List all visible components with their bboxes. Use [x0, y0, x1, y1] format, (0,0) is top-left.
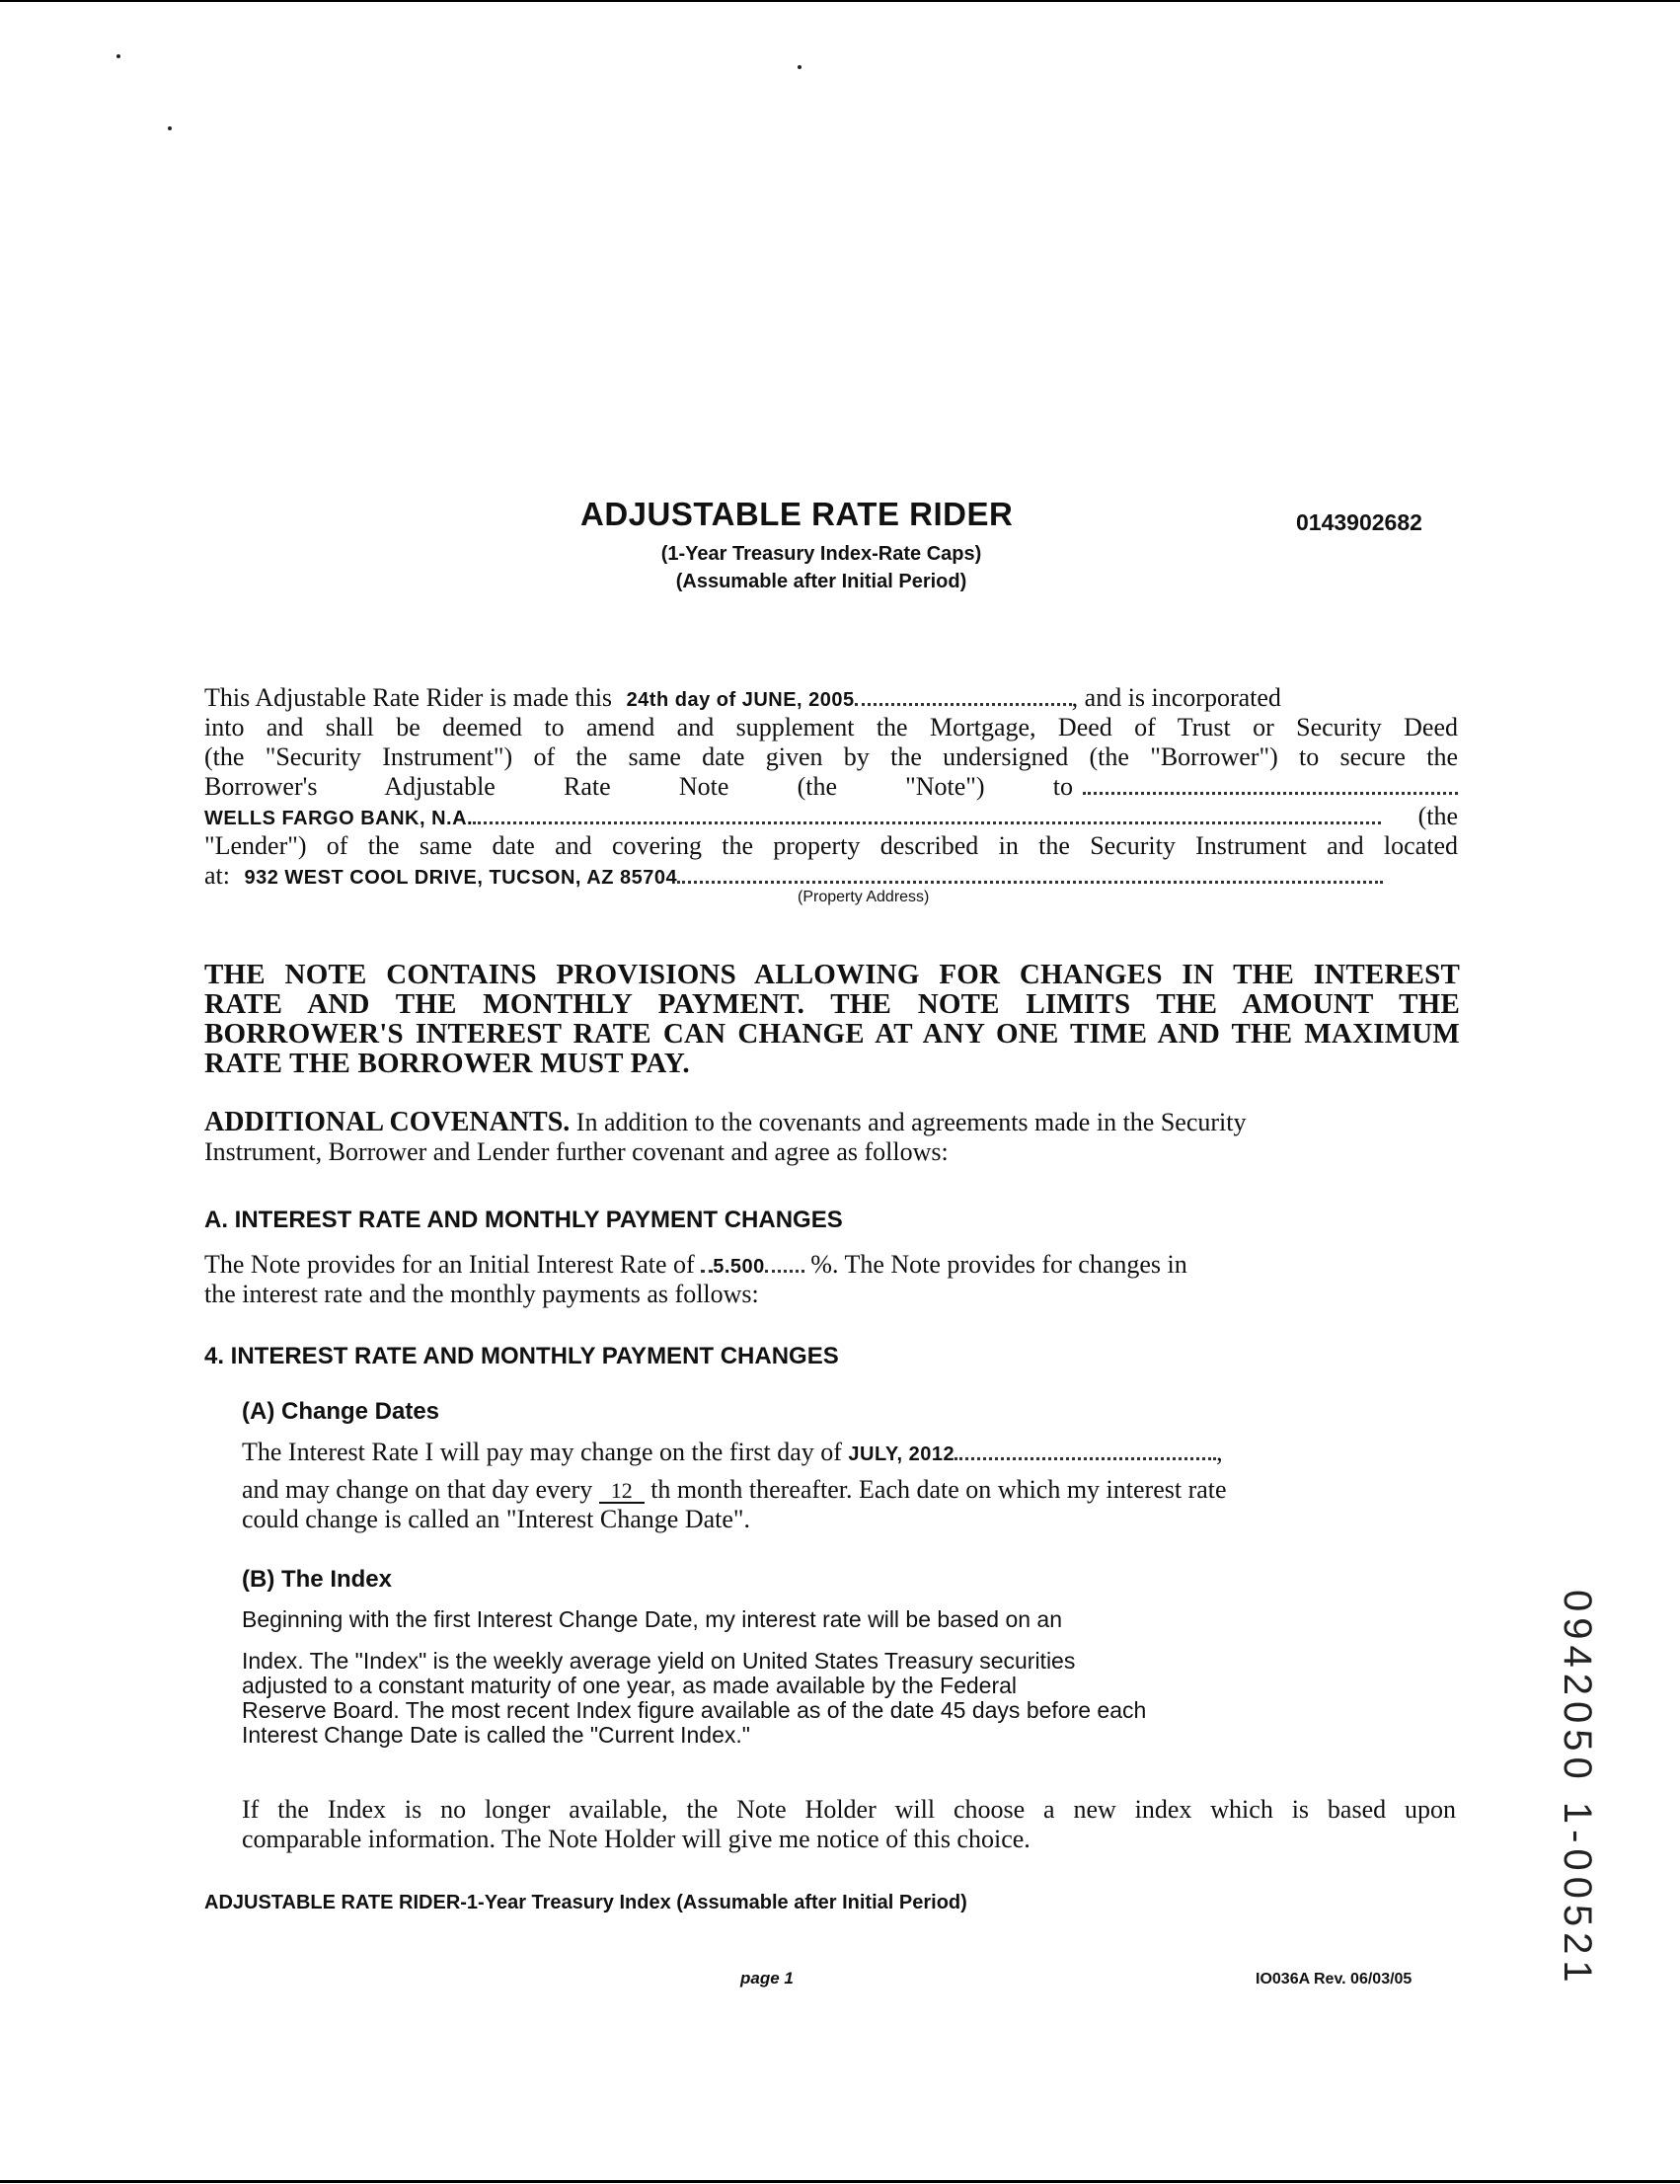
section-a-line-1: The Note provides for an Initial Interest Rate of 5.500 %. The Note provides for changes in: [204, 1250, 1187, 1279]
scan-speck: [168, 126, 172, 130]
fill-dots: [765, 1252, 804, 1273]
intro-line-4: Borrower's Adjustable Rate Note (the "Note") to: [204, 772, 1458, 802]
index-unavailable-line-1: If the Index is no longer available, the Note Holder will choose a new index which is based upon: [242, 1795, 1456, 1824]
notice-line-3: BORROWER'S INTEREST RATE CAN CHANGE AT ANY ONE TIME AND THE MAXIMUM: [204, 1018, 1460, 1050]
margin-stamp: 0942050 1-00521: [1556, 1590, 1599, 1989]
first-change-date: JULY, 2012: [848, 1443, 955, 1465]
change-dates-heading: (A) Change Dates: [242, 1398, 440, 1425]
property-address: 932 WEST COOL DRIVE, TUCSON, AZ 85704: [244, 867, 678, 889]
loan-number: 0143902682: [1296, 509, 1422, 535]
lender-name: WELLS FARGO BANK, N.A.: [204, 808, 474, 829]
notice-line-4: RATE THE BORROWER MUST PAY.: [204, 1048, 690, 1079]
subtitle-assumable: (Assumable after Initial Period): [675, 571, 967, 592]
change-frequency-months: 12: [599, 1480, 645, 1504]
fill-dots: [473, 804, 1381, 824]
index-line-2: Index. The "Index" is the weekly average yield on United States Treasury securities: [242, 1648, 1076, 1674]
intro-line-5: WELLS FARGO BANK, N.A. (the: [204, 802, 1458, 830]
document-title: ADJUSTABLE RATE RIDER: [580, 496, 1014, 532]
index-line-1: Beginning with the first Interest Change Date, my interest rate will be based on an: [242, 1606, 1063, 1632]
change-dates-line-1: The Interest Rate I will pay may change on the first day of JULY, 2012 ,: [242, 1438, 1223, 1466]
intro-line-3: (the "Security Instrument") of the same date given by the undersigned (the "Borrower") to secure the: [204, 742, 1458, 771]
scan-speck: [798, 65, 802, 69]
change-dates-line-2: and may change on that day every 12 th month thereafter. Each date on which my interest rate: [242, 1475, 1227, 1504]
covenants-line-1: ADDITIONAL COVENANTS. In addition to the covenants and agreements made in the Security: [204, 1107, 1247, 1137]
intro-line-1: This Adjustable Rate Rider is made this 24th day of JUNE, 2005 , and is incorporated: [204, 683, 1281, 712]
initial-interest-rate: 5.500: [713, 1256, 765, 1278]
form-number: IO036A Rev. 06/03/05: [1256, 1971, 1413, 1988]
fill-dots: [701, 1252, 713, 1273]
fill-dots: [1083, 774, 1458, 795]
section-4-heading: 4. INTEREST RATE AND MONTHLY PAYMENT CHANGES: [204, 1343, 839, 1369]
top-border: [0, 0, 1680, 2]
section-a-line-2: the interest rate and the monthly payments as follows:: [204, 1280, 759, 1308]
index-line-5: Interest Change Date is called the "Current Index.": [242, 1722, 750, 1748]
notice-line-1: THE NOTE CONTAINS PROVISIONS ALLOWING FOR CHANGES IN THE INTEREST: [204, 959, 1460, 990]
scan-speck: [116, 54, 120, 58]
fill-dots: [855, 685, 1072, 706]
section-a-heading: A. INTEREST RATE AND MONTHLY PAYMENT CHANGES: [204, 1207, 843, 1233]
page-number: page 1: [740, 1969, 794, 1988]
rider-date: 24th day of JUNE, 2005: [626, 689, 855, 711]
index-heading: (B) The Index: [242, 1566, 393, 1593]
intro-line-7: at: 932 WEST COOL DRIVE, TUCSON, AZ 85704: [204, 861, 1478, 893]
change-dates-line-3: could change is called an "Interest Change Date".: [242, 1505, 751, 1533]
index-unavailable-line-2: comparable information. The Note Holder will give me notice of this choice.: [242, 1825, 1031, 1853]
rider-footer-line: ADJUSTABLE RATE RIDER-1-Year Treasury Index (Assumable after Initial Period): [204, 1892, 967, 1913]
intro-line-6: "Lender") of the same date and covering the property described in the Security Instrument and located: [204, 831, 1458, 860]
index-line-4: Reserve Board. The most recent Index figure available as of the date 45 days before each: [242, 1697, 1147, 1723]
covenants-line-2: Instrument, Borrower and Lender further covenant and agree as follows:: [204, 1137, 949, 1166]
intro-line-2: into and shall be deemed to amend and supplement the Mortgage, Deed of Trust or Security Deed: [204, 713, 1458, 741]
property-address-caption: (Property Address): [798, 889, 930, 905]
covenants-lead: ADDITIONAL COVENANTS.: [204, 1107, 571, 1137]
subtitle-index-caps: (1-Year Treasury Index-Rate Caps): [660, 543, 982, 565]
fill-dots: [955, 1440, 1216, 1460]
fill-dots: [677, 863, 1383, 884]
index-line-3: adjusted to a constant maturity of one year, as made available by the Federal: [242, 1673, 1018, 1698]
notice-line-2: RATE AND THE MONTHLY PAYMENT. THE NOTE LIMITS THE AMOUNT THE: [204, 988, 1460, 1020]
bottom-border: [0, 2180, 1680, 2183]
